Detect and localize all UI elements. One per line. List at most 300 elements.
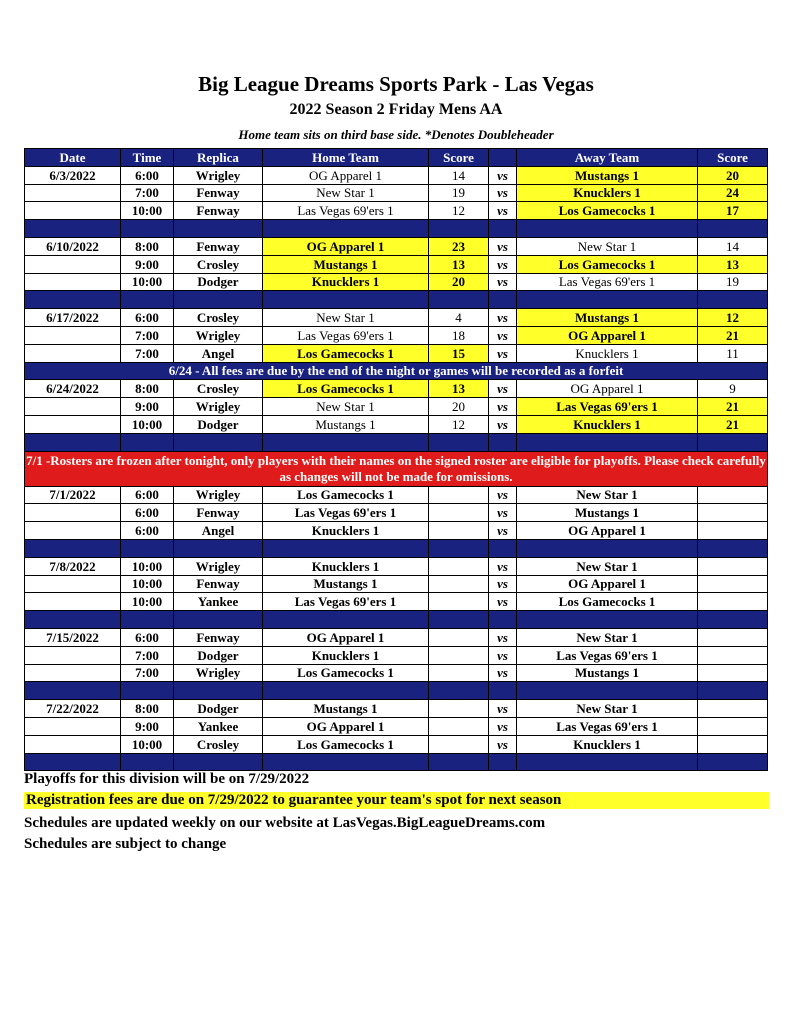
home-score-cell: 13 <box>429 380 489 398</box>
away-score-cell: 19 <box>698 273 768 291</box>
vs-cell: vs <box>489 504 517 522</box>
time-cell: 9:00 <box>121 398 174 416</box>
game-row <box>25 646 768 664</box>
separator-cell <box>698 611 768 629</box>
time-cell: 10:00 <box>121 415 174 433</box>
separator-cell <box>517 753 698 771</box>
home-score-cell <box>429 486 489 504</box>
away-team-cell: Los Gamecocks 1 <box>517 255 698 273</box>
away-team-cell: New Star 1 <box>517 557 698 575</box>
home-score-cell: 19 <box>429 184 489 202</box>
vs-cell: vs <box>489 735 517 753</box>
separator-cell <box>121 611 174 629</box>
game-row <box>25 575 768 593</box>
date-cell: 6/3/2022 <box>25 166 121 184</box>
game-row <box>25 237 768 255</box>
notice-text: 6/24 - All fees are due by the end of the night or games will be recorded as a forfeit <box>25 362 768 380</box>
time-cell: 6:00 <box>121 628 174 646</box>
home-score-cell <box>429 504 489 522</box>
time-cell: 6:00 <box>121 504 174 522</box>
field-cell: Crosley <box>174 735 263 753</box>
date-cell <box>25 593 121 611</box>
away-score-cell: 21 <box>698 398 768 416</box>
separator-cell <box>174 291 263 309</box>
separator-cell <box>174 753 263 771</box>
field-cell: Wrigley <box>174 557 263 575</box>
game-row <box>25 398 768 416</box>
away-team-cell: Mustangs 1 <box>517 166 698 184</box>
away-team-cell: OG Apparel 1 <box>517 575 698 593</box>
time-cell: 6:00 <box>121 309 174 327</box>
field-cell: Angel <box>174 522 263 540</box>
separator-cell <box>517 291 698 309</box>
separator-cell <box>489 220 517 238</box>
vs-cell: vs <box>489 202 517 220</box>
away-score-cell <box>698 717 768 735</box>
date-cell <box>25 273 121 291</box>
col-replica: Replica <box>174 149 263 167</box>
away-team-cell: OG Apparel 1 <box>517 326 698 344</box>
date-cell <box>25 504 121 522</box>
home-team-cell: Los Gamecocks 1 <box>263 344 429 362</box>
separator-cell <box>121 220 174 238</box>
home-team-cell: Knucklers 1 <box>263 522 429 540</box>
away-score-cell: 20 <box>698 166 768 184</box>
date-cell: 7/15/2022 <box>25 628 121 646</box>
separator-row <box>25 682 768 700</box>
time-cell: 6:00 <box>121 486 174 504</box>
vs-cell: vs <box>489 273 517 291</box>
separator-cell <box>489 611 517 629</box>
away-score-cell <box>698 700 768 718</box>
time-cell: 6:00 <box>121 166 174 184</box>
away-score-cell <box>698 486 768 504</box>
home-team-cell: New Star 1 <box>263 398 429 416</box>
home-score-cell: 14 <box>429 166 489 184</box>
vs-cell: vs <box>489 628 517 646</box>
separator-cell <box>429 753 489 771</box>
game-row <box>25 700 768 718</box>
game-row <box>25 415 768 433</box>
col-date: Date <box>25 149 121 167</box>
away-team-cell: Las Vegas 69'ers 1 <box>517 646 698 664</box>
date-cell <box>25 646 121 664</box>
away-team-cell: OG Apparel 1 <box>517 380 698 398</box>
alert-row <box>25 451 768 486</box>
separator-cell <box>263 682 429 700</box>
date-cell <box>25 415 121 433</box>
home-score-cell: 23 <box>429 237 489 255</box>
home-team-cell: OG Apparel 1 <box>263 717 429 735</box>
field-cell: Wrigley <box>174 166 263 184</box>
field-cell: Crosley <box>174 309 263 327</box>
separator-cell <box>698 291 768 309</box>
away-score-cell <box>698 522 768 540</box>
vs-cell: vs <box>489 486 517 504</box>
home-team-note: Home team sits on third base side. *Denotes Doubleheader <box>238 127 554 142</box>
field-cell: Wrigley <box>174 486 263 504</box>
date-cell: 6/10/2022 <box>25 237 121 255</box>
away-team-cell: Knucklers 1 <box>517 415 698 433</box>
away-team-cell: New Star 1 <box>517 237 698 255</box>
away-team-cell: Las Vegas 69'ers 1 <box>517 717 698 735</box>
date-cell: 6/17/2022 <box>25 309 121 327</box>
schedule-body <box>25 166 768 771</box>
home-score-cell <box>429 717 489 735</box>
away-team-cell: Las Vegas 69'ers 1 <box>517 398 698 416</box>
home-score-cell: 13 <box>429 255 489 273</box>
separator-cell <box>25 753 121 771</box>
field-cell: Dodger <box>174 415 263 433</box>
time-cell: 6:00 <box>121 522 174 540</box>
time-cell: 10:00 <box>121 593 174 611</box>
time-cell: 7:00 <box>121 664 174 682</box>
vs-cell: vs <box>489 593 517 611</box>
game-row <box>25 184 768 202</box>
date-cell: 7/22/2022 <box>25 700 121 718</box>
separator-row <box>25 753 768 771</box>
game-row <box>25 326 768 344</box>
registration-note: Registration fees are due on 7/29/2022 to guarantee your team's spot for next season <box>24 792 769 809</box>
home-team-cell: Mustangs 1 <box>263 255 429 273</box>
time-cell: 9:00 <box>121 717 174 735</box>
field-cell: Wrigley <box>174 398 263 416</box>
vs-cell: vs <box>489 166 517 184</box>
time-cell: 10:00 <box>121 202 174 220</box>
vs-cell: vs <box>489 415 517 433</box>
game-row <box>25 504 768 522</box>
vs-cell: vs <box>489 664 517 682</box>
separator-cell <box>263 611 429 629</box>
game-row <box>25 273 768 291</box>
field-cell: Dodger <box>174 273 263 291</box>
home-team-cell: Mustangs 1 <box>263 415 429 433</box>
time-cell: 8:00 <box>121 700 174 718</box>
away-team-cell: New Star 1 <box>517 700 698 718</box>
field-cell: Fenway <box>174 575 263 593</box>
time-cell: 7:00 <box>121 646 174 664</box>
game-row <box>25 664 768 682</box>
separator-cell <box>429 291 489 309</box>
away-team-cell: Mustangs 1 <box>517 664 698 682</box>
date-cell <box>25 202 121 220</box>
separator-cell <box>698 539 768 557</box>
away-score-cell <box>698 593 768 611</box>
separator-row <box>25 220 768 238</box>
away-score-cell: 9 <box>698 380 768 398</box>
home-team-cell: OG Apparel 1 <box>263 237 429 255</box>
game-row <box>25 557 768 575</box>
separator-cell <box>698 433 768 451</box>
vs-cell: vs <box>489 255 517 273</box>
date-cell <box>25 326 121 344</box>
home-team-cell: New Star 1 <box>263 184 429 202</box>
home-score-cell <box>429 575 489 593</box>
separator-cell <box>489 433 517 451</box>
game-row <box>25 522 768 540</box>
vs-cell: vs <box>489 575 517 593</box>
home-score-cell: 4 <box>429 309 489 327</box>
date-cell: 6/24/2022 <box>25 380 121 398</box>
home-team-cell: Los Gamecocks 1 <box>263 380 429 398</box>
separator-cell <box>263 220 429 238</box>
home-score-cell <box>429 646 489 664</box>
time-cell: 7:00 <box>121 184 174 202</box>
away-team-cell: New Star 1 <box>517 486 698 504</box>
home-score-cell: 12 <box>429 415 489 433</box>
date-cell <box>25 184 121 202</box>
field-cell: Fenway <box>174 237 263 255</box>
away-score-cell: 11 <box>698 344 768 362</box>
game-row <box>25 593 768 611</box>
home-team-cell: OG Apparel 1 <box>263 166 429 184</box>
separator-cell <box>25 220 121 238</box>
home-team-cell: Los Gamecocks 1 <box>263 735 429 753</box>
field-cell: Fenway <box>174 202 263 220</box>
home-score-cell: 20 <box>429 398 489 416</box>
field-cell: Crosley <box>174 380 263 398</box>
playoffs-note: Playoffs for this division will be on 7/29/2022 <box>24 771 310 787</box>
date-cell <box>25 664 121 682</box>
vs-cell: vs <box>489 557 517 575</box>
away-score-cell: 17 <box>698 202 768 220</box>
field-cell: Fenway <box>174 184 263 202</box>
home-score-cell <box>429 557 489 575</box>
away-score-cell: 21 <box>698 326 768 344</box>
game-row <box>25 486 768 504</box>
col-away-team: Away Team <box>517 149 698 167</box>
separator-cell <box>174 611 263 629</box>
vs-cell: vs <box>489 380 517 398</box>
away-score-cell: 24 <box>698 184 768 202</box>
separator-cell <box>517 220 698 238</box>
time-cell: 10:00 <box>121 557 174 575</box>
vs-cell: vs <box>489 326 517 344</box>
date-cell <box>25 398 121 416</box>
home-team-cell: New Star 1 <box>263 309 429 327</box>
separator-cell <box>489 291 517 309</box>
separator-cell <box>489 539 517 557</box>
home-score-cell <box>429 700 489 718</box>
col-time: Time <box>121 149 174 167</box>
time-cell: 7:00 <box>121 326 174 344</box>
away-score-cell <box>698 557 768 575</box>
separator-cell <box>174 539 263 557</box>
date-cell <box>25 522 121 540</box>
time-cell: 8:00 <box>121 237 174 255</box>
away-score-cell: 13 <box>698 255 768 273</box>
field-cell: Fenway <box>174 628 263 646</box>
alert-text: 7/1 -Rosters are frozen after tonight, only players with their names on the signed roster are eligible for playoffs. Please check carefully as changes will not be made for omissions. <box>25 451 768 486</box>
separator-cell <box>263 539 429 557</box>
field-cell: Angel <box>174 344 263 362</box>
separator-cell <box>174 433 263 451</box>
home-team-cell: Los Gamecocks 1 <box>263 664 429 682</box>
field-cell: Yankee <box>174 717 263 735</box>
home-team-cell: Las Vegas 69'ers 1 <box>263 326 429 344</box>
game-row <box>25 255 768 273</box>
field-cell: Dodger <box>174 700 263 718</box>
home-team-cell: Knucklers 1 <box>263 646 429 664</box>
separator-cell <box>25 433 121 451</box>
vs-cell: vs <box>489 344 517 362</box>
time-cell: 10:00 <box>121 273 174 291</box>
home-score-cell: 18 <box>429 326 489 344</box>
col-vs <box>489 149 517 167</box>
separator-cell <box>263 433 429 451</box>
separator-row <box>25 433 768 451</box>
page-title: Big League Dreams Sports Park - Las Vegas <box>198 72 594 96</box>
vs-cell: vs <box>489 184 517 202</box>
away-team-cell: Knucklers 1 <box>517 344 698 362</box>
separator-cell <box>25 682 121 700</box>
away-team-cell: Knucklers 1 <box>517 735 698 753</box>
date-cell <box>25 575 121 593</box>
separator-cell <box>429 220 489 238</box>
field-cell: Yankee <box>174 593 263 611</box>
away-score-cell: 12 <box>698 309 768 327</box>
field-cell: Crosley <box>174 255 263 273</box>
separator-cell <box>429 611 489 629</box>
col-home-team: Home Team <box>263 149 429 167</box>
vs-cell: vs <box>489 717 517 735</box>
separator-cell <box>429 433 489 451</box>
away-team-cell: Mustangs 1 <box>517 504 698 522</box>
home-team-cell: Mustangs 1 <box>263 700 429 718</box>
separator-row <box>25 539 768 557</box>
game-row <box>25 628 768 646</box>
away-score-cell <box>698 575 768 593</box>
home-score-cell: 12 <box>429 202 489 220</box>
schedule-table <box>24 148 768 771</box>
home-score-cell <box>429 735 489 753</box>
separator-cell <box>517 611 698 629</box>
separator-cell <box>121 291 174 309</box>
game-row <box>25 344 768 362</box>
home-team-cell: Las Vegas 69'ers 1 <box>263 593 429 611</box>
vs-cell: vs <box>489 646 517 664</box>
date-cell <box>25 717 121 735</box>
separator-cell <box>429 539 489 557</box>
notice-row <box>25 362 768 380</box>
home-score-cell <box>429 664 489 682</box>
home-score-cell <box>429 628 489 646</box>
separator-cell <box>698 682 768 700</box>
away-team-cell: OG Apparel 1 <box>517 522 698 540</box>
date-cell <box>25 344 121 362</box>
separator-cell <box>263 753 429 771</box>
date-cell <box>25 255 121 273</box>
header-row <box>25 149 768 167</box>
game-row <box>25 309 768 327</box>
away-score-cell <box>698 646 768 664</box>
col-home-score: Score <box>429 149 489 167</box>
home-team-cell: Las Vegas 69'ers 1 <box>263 202 429 220</box>
date-cell <box>25 735 121 753</box>
game-row <box>25 717 768 735</box>
time-cell: 9:00 <box>121 255 174 273</box>
away-score-cell <box>698 664 768 682</box>
vs-cell: vs <box>489 522 517 540</box>
away-team-cell: New Star 1 <box>517 628 698 646</box>
field-cell: Dodger <box>174 646 263 664</box>
separator-cell <box>174 682 263 700</box>
separator-cell <box>517 433 698 451</box>
field-cell: Wrigley <box>174 326 263 344</box>
away-team-cell: Mustangs 1 <box>517 309 698 327</box>
away-team-cell: Los Gamecocks 1 <box>517 593 698 611</box>
home-score-cell: 15 <box>429 344 489 362</box>
game-row <box>25 735 768 753</box>
home-score-cell <box>429 522 489 540</box>
col-away-score: Score <box>698 149 768 167</box>
away-team-cell: Las Vegas 69'ers 1 <box>517 273 698 291</box>
separator-cell <box>121 682 174 700</box>
field-cell: Wrigley <box>174 664 263 682</box>
separator-cell <box>25 291 121 309</box>
time-cell: 10:00 <box>121 575 174 593</box>
separator-cell <box>121 753 174 771</box>
field-cell: Fenway <box>174 504 263 522</box>
time-cell: 8:00 <box>121 380 174 398</box>
separator-cell <box>174 220 263 238</box>
home-team-cell: Knucklers 1 <box>263 557 429 575</box>
home-team-cell: Knucklers 1 <box>263 273 429 291</box>
vs-cell: vs <box>489 700 517 718</box>
home-team-cell: Mustangs 1 <box>263 575 429 593</box>
vs-cell: vs <box>489 398 517 416</box>
separator-cell <box>698 220 768 238</box>
separator-cell <box>263 291 429 309</box>
away-score-cell <box>698 504 768 522</box>
separator-cell <box>429 682 489 700</box>
away-team-cell: Knucklers 1 <box>517 184 698 202</box>
home-score-cell <box>429 593 489 611</box>
game-row <box>25 380 768 398</box>
time-cell: 10:00 <box>121 735 174 753</box>
separator-cell <box>121 539 174 557</box>
separator-cell <box>25 611 121 629</box>
separator-cell <box>25 539 121 557</box>
away-score-cell <box>698 628 768 646</box>
separator-cell <box>698 753 768 771</box>
separator-row <box>25 291 768 309</box>
home-score-cell: 20 <box>429 273 489 291</box>
separator-cell <box>489 682 517 700</box>
change-note: Schedules are subject to change <box>24 836 227 852</box>
game-row <box>25 202 768 220</box>
vs-cell: vs <box>489 237 517 255</box>
home-team-cell: OG Apparel 1 <box>263 628 429 646</box>
vs-cell: vs <box>489 309 517 327</box>
away-score-cell: 21 <box>698 415 768 433</box>
game-row <box>25 166 768 184</box>
away-score-cell <box>698 735 768 753</box>
date-cell: 7/1/2022 <box>25 486 121 504</box>
separator-cell <box>489 753 517 771</box>
separator-cell <box>517 682 698 700</box>
home-team-cell: Los Gamecocks 1 <box>263 486 429 504</box>
separator-cell <box>517 539 698 557</box>
home-team-cell: Las Vegas 69'ers 1 <box>263 504 429 522</box>
page-subtitle: 2022 Season 2 Friday Mens AA <box>289 101 503 118</box>
separator-cell <box>121 433 174 451</box>
website-note: Schedules are updated weekly on our website at LasVegas.BigLeagueDreams.com <box>24 815 546 831</box>
date-cell: 7/8/2022 <box>25 557 121 575</box>
away-team-cell: Los Gamecocks 1 <box>517 202 698 220</box>
time-cell: 7:00 <box>121 344 174 362</box>
away-score-cell: 14 <box>698 237 768 255</box>
